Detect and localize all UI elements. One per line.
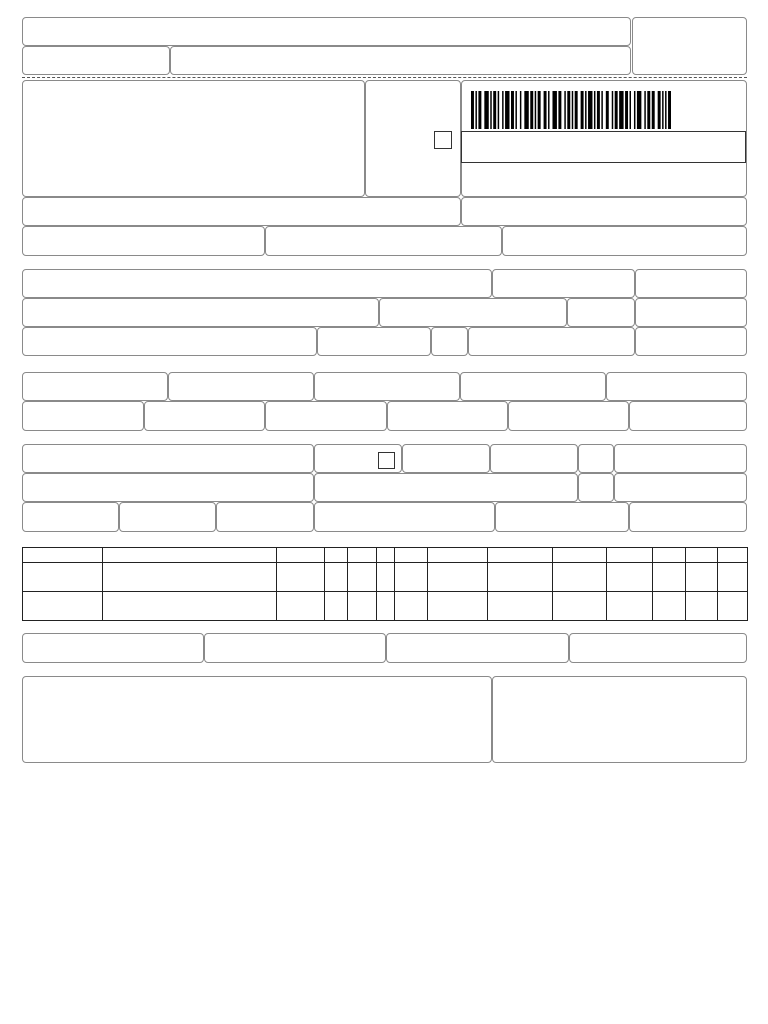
- row-field-b2[interactable]: [265, 226, 502, 256]
- s2-field-5[interactable]: [379, 298, 567, 327]
- s2-field-9[interactable]: [317, 327, 431, 356]
- table-header-cell: [325, 548, 348, 563]
- table-cell[interactable]: [348, 563, 377, 592]
- table-header-cell: [277, 548, 325, 563]
- barcode-bar: [567, 91, 570, 129]
- barcode-bar: [588, 91, 592, 129]
- s4-field-1[interactable]: [22, 444, 314, 473]
- row-field-b3[interactable]: [502, 226, 747, 256]
- header-title-field[interactable]: [22, 17, 631, 46]
- barcode-bar: [668, 91, 671, 129]
- totals-field-2[interactable]: [204, 633, 386, 663]
- barcode-bar: [538, 91, 541, 129]
- barcode-number-field: [461, 131, 746, 163]
- s3-field-1[interactable]: [22, 372, 168, 401]
- s2-field-3[interactable]: [635, 269, 747, 298]
- barcode-bar: [585, 91, 586, 129]
- s4-field-9[interactable]: [578, 473, 614, 502]
- items-table: [22, 547, 748, 621]
- table-header-row: [23, 548, 748, 563]
- table-cell[interactable]: [23, 563, 103, 592]
- barcode-bar: [594, 91, 595, 129]
- barcode-bar: [630, 91, 631, 129]
- table-cell[interactable]: [277, 592, 325, 621]
- barcode-bar: [581, 91, 584, 129]
- s3-field-9[interactable]: [387, 401, 508, 431]
- table-cell[interactable]: [23, 592, 103, 621]
- barcode-bar: [652, 91, 655, 129]
- row-field-b1[interactable]: [22, 226, 265, 256]
- barcode-bar: [637, 91, 641, 129]
- barcode-bar: [619, 91, 623, 129]
- table-cell[interactable]: [718, 592, 748, 621]
- header-checkbox[interactable]: [434, 131, 452, 149]
- s2-field-2[interactable]: [492, 269, 635, 298]
- table-row: [23, 592, 748, 621]
- table-header-cell: [653, 548, 686, 563]
- barcode-bar: [601, 91, 602, 129]
- barcode-bar: [662, 91, 663, 129]
- table-cell[interactable]: [395, 563, 428, 592]
- s4-field-10[interactable]: [614, 473, 747, 502]
- cut-line: [22, 77, 747, 78]
- barcode-bar: [502, 91, 503, 129]
- table-header-cell: [607, 548, 653, 563]
- s3-field-2[interactable]: [168, 372, 314, 401]
- barcode-bar: [524, 91, 528, 129]
- table-cell[interactable]: [653, 592, 686, 621]
- address-block[interactable]: [22, 80, 365, 197]
- s3-field-10[interactable]: [508, 401, 629, 431]
- barcode-bar: [511, 91, 514, 129]
- table-cell[interactable]: [488, 592, 553, 621]
- totals-field-3[interactable]: [386, 633, 569, 663]
- barcode-bar: [548, 91, 549, 129]
- s2-field-1[interactable]: [22, 269, 492, 298]
- barcode-bar: [471, 91, 474, 129]
- table-cell[interactable]: [607, 563, 653, 592]
- barcode-bar: [665, 91, 666, 129]
- barcode-bar: [484, 91, 488, 129]
- table-header-cell: [488, 548, 553, 563]
- s4-field-14[interactable]: [314, 502, 495, 532]
- table-cell[interactable]: [488, 563, 553, 592]
- table-header-cell: [553, 548, 607, 563]
- barcode-bar: [490, 91, 491, 129]
- table-cell[interactable]: [325, 592, 348, 621]
- s2-field-4[interactable]: [22, 298, 379, 327]
- barcode-bar: [515, 91, 516, 129]
- table-cell[interactable]: [348, 592, 377, 621]
- table-header-cell: [103, 548, 277, 563]
- s4-field-8[interactable]: [314, 473, 578, 502]
- barcode-bar: [530, 91, 533, 129]
- barcode-bar: [498, 91, 499, 129]
- barcode-bar: [475, 91, 476, 129]
- barcode-bar: [634, 91, 635, 129]
- notes-field[interactable]: [22, 676, 492, 763]
- barcode-bar: [558, 91, 561, 129]
- section4-checkbox[interactable]: [378, 452, 395, 469]
- s4-field-16[interactable]: [629, 502, 747, 532]
- barcode-icon: [471, 91, 671, 129]
- barcode-bar: [647, 91, 650, 129]
- barcode-bar: [612, 91, 613, 129]
- s3-field-3[interactable]: [314, 372, 460, 401]
- header-sub-field-2[interactable]: [170, 46, 631, 75]
- table-header-cell: [718, 548, 748, 563]
- s4-field-7[interactable]: [22, 473, 314, 502]
- table-cell[interactable]: [377, 592, 395, 621]
- s2-field-7[interactable]: [635, 298, 747, 327]
- s4-field-15[interactable]: [495, 502, 629, 532]
- table-cell[interactable]: [325, 563, 348, 592]
- table-cell[interactable]: [553, 592, 607, 621]
- s3-field-8[interactable]: [265, 401, 387, 431]
- s2-field-11[interactable]: [468, 327, 635, 356]
- table-cell[interactable]: [553, 563, 607, 592]
- table-cell[interactable]: [395, 592, 428, 621]
- header-sub-field-1[interactable]: [22, 46, 170, 75]
- barcode-bar: [597, 91, 600, 129]
- barcode-bar: [505, 91, 509, 129]
- table-cell[interactable]: [277, 563, 325, 592]
- barcode-bar: [564, 91, 565, 129]
- table-cell[interactable]: [377, 563, 395, 592]
- barcode-bar: [658, 91, 661, 129]
- s2-field-10[interactable]: [431, 327, 468, 356]
- s4-field-3[interactable]: [402, 444, 490, 473]
- barcode-bar: [552, 91, 556, 129]
- table-cell[interactable]: [103, 592, 277, 621]
- barcode-bar: [478, 91, 481, 129]
- s2-field-12[interactable]: [635, 327, 747, 356]
- s3-field-7[interactable]: [144, 401, 265, 431]
- s4-field-12[interactable]: [119, 502, 216, 532]
- table-header-cell: [348, 548, 377, 563]
- table-header-cell: [395, 548, 428, 563]
- table-cell[interactable]: [103, 563, 277, 592]
- s3-field-11[interactable]: [629, 401, 747, 431]
- barcode-bar: [625, 91, 628, 129]
- barcode-bar: [535, 91, 536, 129]
- table-cell[interactable]: [428, 592, 488, 621]
- s4-field-13[interactable]: [216, 502, 314, 532]
- barcode-bar: [572, 91, 573, 129]
- table-row: [23, 563, 748, 592]
- s2-field-6[interactable]: [567, 298, 635, 327]
- s4-field-4[interactable]: [490, 444, 578, 473]
- s3-field-6[interactable]: [22, 401, 144, 431]
- barcode-bar: [644, 91, 645, 129]
- table-cell[interactable]: [686, 563, 718, 592]
- barcode-bar: [544, 91, 547, 129]
- s2-field-8[interactable]: [22, 327, 317, 356]
- totals-field-1[interactable]: [22, 633, 204, 663]
- table-cell[interactable]: [607, 592, 653, 621]
- barcode-bar: [575, 91, 578, 129]
- barcode-bar: [520, 91, 521, 129]
- totals-field-4[interactable]: [569, 633, 747, 663]
- barcode-bar: [615, 91, 618, 129]
- header-corner-field[interactable]: [632, 17, 747, 75]
- table-cell[interactable]: [718, 563, 748, 592]
- s4-field-6[interactable]: [614, 444, 747, 473]
- reserved-field[interactable]: [492, 676, 747, 763]
- barcode-bar: [606, 91, 609, 129]
- s4-field-5[interactable]: [578, 444, 614, 473]
- s3-field-5[interactable]: [606, 372, 747, 401]
- table-header-cell: [686, 548, 718, 563]
- s3-field-4[interactable]: [460, 372, 606, 401]
- table-header-cell: [377, 548, 395, 563]
- table-cell[interactable]: [653, 563, 686, 592]
- row-field-a1[interactable]: [22, 197, 461, 226]
- table-header-cell: [23, 548, 103, 563]
- table-cell[interactable]: [686, 592, 718, 621]
- s4-field-11[interactable]: [22, 502, 119, 532]
- barcode-bar: [493, 91, 496, 129]
- row-field-a2[interactable]: [461, 197, 747, 226]
- table-header-cell: [428, 548, 488, 563]
- table-cell[interactable]: [428, 563, 488, 592]
